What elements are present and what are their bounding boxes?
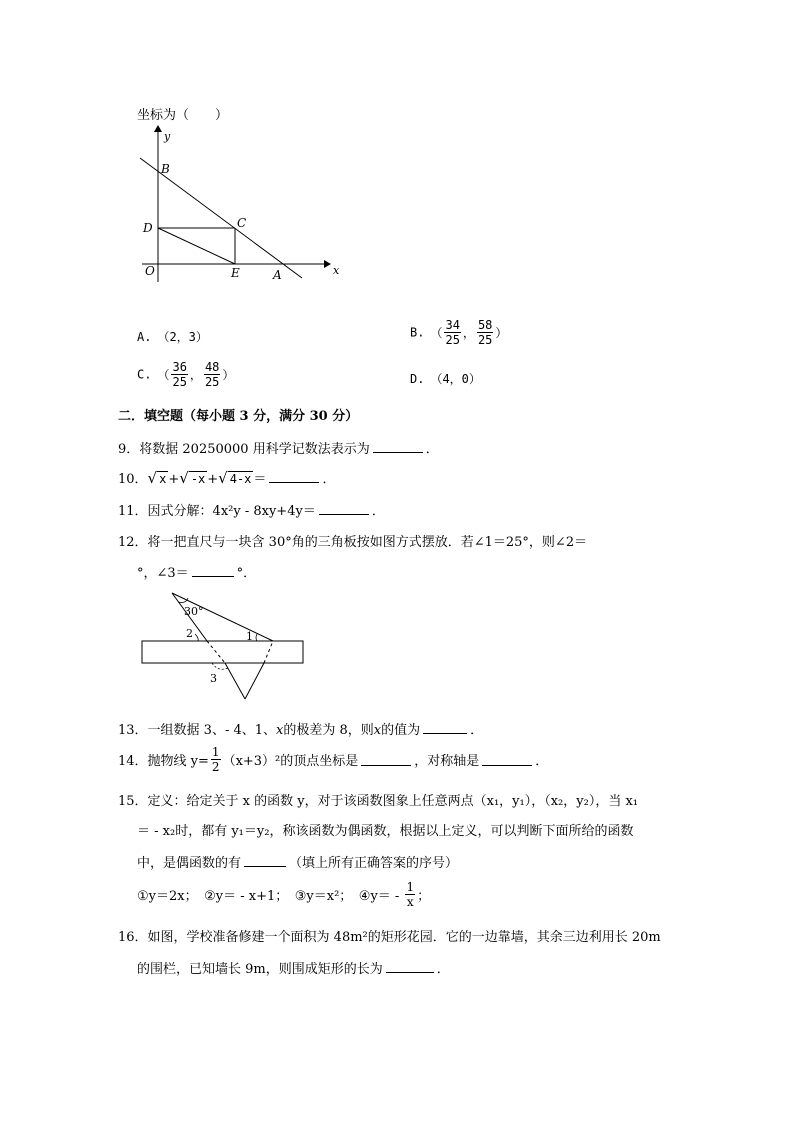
question-12-line-2: °，∠3＝ °． [137,566,257,581]
q8-stem-tail: 坐标为（ ） [137,108,229,123]
answer-blank[interactable] [373,441,423,453]
question-15-options: ①y＝2x； ②y＝ - x+1； ③y＝x²； ④y＝ - $\frac{1}{x}$ ； [137,880,431,909]
question-15-line-1: 15．定义：给定关于 x 的函数 y，对于该函数图象上任意两点（x₁，y₁），（x₂，y₂），当 x₁ [118,794,638,809]
label-y: y [164,130,171,143]
option-b-frac-2: $\frac{58}{25}$ [477,318,493,347]
question-15-line-3: 中，是偶函数的有 （填上所有正确答案的序号） [137,856,459,871]
label-c: C [237,216,247,230]
angle-30-label: 30° [184,605,204,618]
answer-blank[interactable] [361,754,411,766]
question-10: 10．√ x +√ -x +√ 4-x ＝ ． [118,469,336,487]
answer-blank[interactable] [192,565,234,577]
answer-blank[interactable] [482,754,532,766]
option-d [410,370,481,387]
option-b-open: （ [430,326,443,340]
answer-blank[interactable] [244,855,286,867]
question-16-line-1: 16．如图，学校准备修建一个面积为 48m²的矩形花园．它的一边靠墙，其余三边利用长 20m [118,930,661,945]
option-b-frac-1: $\frac{34}{25}$ [445,318,460,347]
line-ba [140,158,302,278]
answer-blank[interactable] [319,503,369,515]
option-b: B. （ $\frac{34}{25}$ ， $\frac{58}{25}$ ） [410,318,508,347]
label-x: x [333,264,340,277]
fraction-one-over-x: $\frac{1}{x}$ [406,880,415,909]
question-16-line-2: 的围栏，已知墙长 9m，则围成矩形的长为 ． [137,962,450,977]
question-15-line-2: ＝ - x₂时，都有 y₁＝y₂，称该函数为偶函数，根据以上定义，可以判断下面所给的函数 [137,824,634,839]
option-c-frac-1: $\frac{36}{25}$ [172,360,187,389]
option-c-label: C. [137,367,152,382]
q12-ruler-triangle-figure [138,588,313,703]
option-c: C. （ $\frac{36}{25}$ ， $\frac{48}{25}$ ） [137,360,235,389]
answer-blank[interactable] [269,471,319,483]
q8-coordinate-figure [130,120,350,285]
answer-blank[interactable] [423,722,467,734]
option-d-label: D. [410,372,425,386]
label-o: O [145,264,155,278]
option-a [137,328,208,345]
question-14: 14．抛物线 y= $\frac{1}{2}$ （x+3）²的顶点坐标是 ，对称轴是 ． [118,745,549,774]
label-d: D [143,221,153,235]
label-a: A [273,268,282,282]
label-b: B [161,162,170,176]
question-12-line-1: 12．将一把直尺与一块含 30°角的三角板按如图方式摆放．若∠1＝25°，则∠2＝ [118,535,588,550]
segment-de [158,228,235,264]
angle-2-label: 2 [186,627,193,640]
answer-blank[interactable] [386,961,434,973]
angle-1-label: 1 [246,630,253,643]
option-a-text: （2，3） [157,330,208,344]
question-9: 9．将数据 20250000 用科学记数法表示为 ． [118,442,439,457]
option-b-label: B. [410,325,425,340]
label-e: E [231,266,240,280]
angle-3-label: 3 [210,672,217,685]
option-d-text: （4，0） [430,372,481,386]
fraction-one-half: $\frac{1}{2}$ [211,745,220,774]
question-13: 13．一组数据 3、- 4、1、x的极差为 8，则x的值为 ． [118,723,484,738]
section-title: 二．填空题（每小题 3 分，满分 30 分） [118,409,359,424]
option-a-label: A. [137,330,152,344]
question-11: 11．因式分解：4x²y - 8xy+4y＝ ． [118,504,385,519]
option-c-frac-2: $\frac{48}{25}$ [204,360,220,389]
